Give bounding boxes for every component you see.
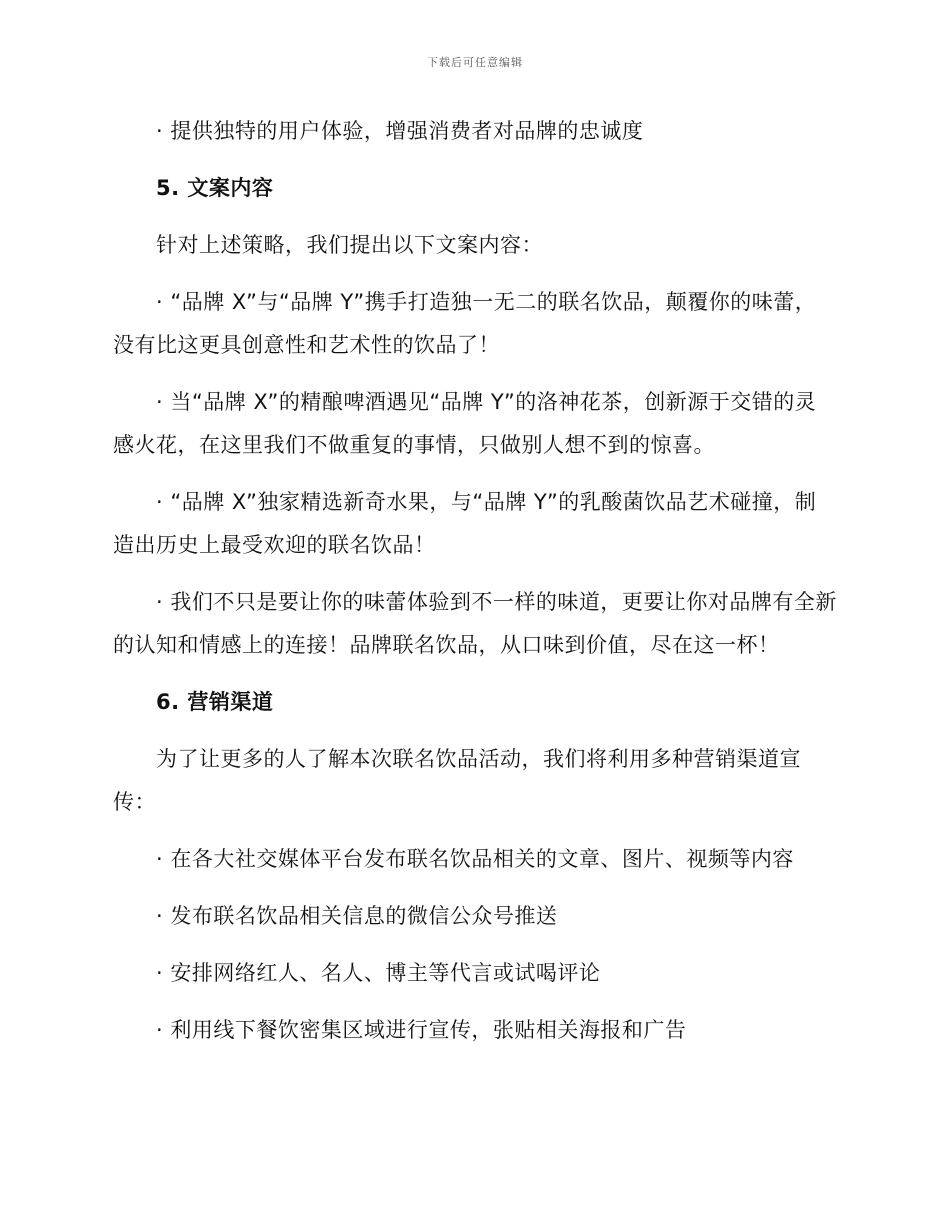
- bullet-paragraph: · “品牌 X”独家精选新奇水果，与“品牌 Y”的乳酸菌饮品艺术碰撞，制造出历史上最受欢迎的联名饮品！: [113, 490, 817, 557]
- bullet-paragraph: · 安排网络红人、名人、博主等代言或试喝评论: [156, 961, 601, 985]
- section-heading-marketing-channels: 6. 营销渠道: [156, 690, 274, 714]
- document-body: [113, 110, 837, 1052]
- bullet-paragraph: · 提供独特的用户体验，增强消费者对品牌的忠诚度: [156, 119, 644, 143]
- bullet-paragraph: · 当“品牌 X”的精酿啤酒遇见“品牌 Y”的洛神花茶，创新源于交错的灵感火花，在这里我们不做重复的事情，只做别人想不到的惊喜。: [113, 390, 817, 457]
- body-paragraph: 针对上述策略，我们提出以下文案内容：: [156, 233, 543, 257]
- section-heading-copywriting: 5. 文案内容: [156, 176, 274, 200]
- bullet-paragraph: · 在各大社交媒体平台发布联名饮品相关的文章、图片、视频等内容: [156, 847, 794, 871]
- bullet-paragraph: · 我们不只是要让你的味蕾体验到不一样的味道，更要让你对品牌有全新的认知和情感上的连接！品牌联名饮品，从口味到价值，尽在这一杯！: [113, 590, 837, 657]
- page-header-note: 下载后可任意编辑: [427, 56, 523, 69]
- body-paragraph: 为了让更多的人了解本次联名饮品活动，我们将利用多种营销渠道宣传：: [113, 747, 801, 814]
- bullet-paragraph: · 发布联名饮品相关信息的微信公众号推送: [156, 904, 558, 928]
- bullet-paragraph: · “品牌 X”与“品牌 Y”携手打造独一无二的联名饮品，颠覆你的味蕾，没有比这更具创意性和艺术性的饮品了！: [113, 290, 817, 357]
- bullet-paragraph: · 利用线下餐饮密集区域进行宣传，张贴相关海报和广告: [156, 1018, 687, 1042]
